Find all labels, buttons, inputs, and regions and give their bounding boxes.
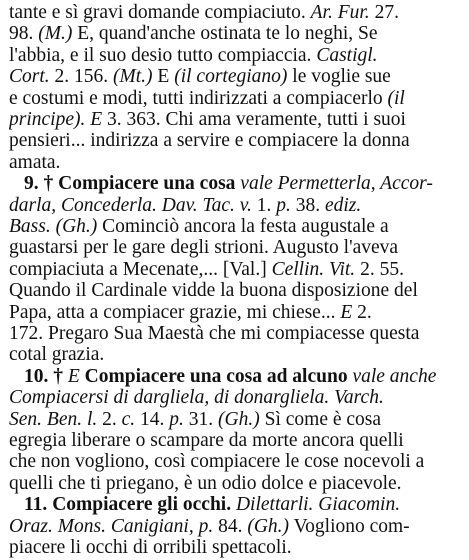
text-line (9, 322, 460, 346)
text-run: le voglie sue (287, 66, 391, 88)
text-run: l'abbia, e il suo desio tutto compiaccia. (9, 44, 317, 66)
italic-text: vale anche (347, 365, 437, 387)
text-line (9, 450, 460, 474)
text-run: compiaciuta a Mecenate,... [Val.] (9, 258, 272, 280)
italic-text: E (67, 365, 80, 387)
text-run: guastarsi per le gare degli strioni. Augusto l'aveva (9, 237, 399, 259)
text-run: tante e sì gravi domande compiaciuto. (9, 2, 311, 23)
text-line (9, 429, 460, 453)
italic-text: (Gh.) (218, 408, 260, 430)
text-run: egregia liberare o scampare da morte ancora quelli (9, 430, 404, 451)
text-run: piacere li occhi di orribili spettacoli. (9, 537, 292, 558)
italic-text: (il cortegiano) (174, 66, 288, 88)
italic-text: Dav. Tac. v. (161, 194, 252, 216)
italic-text: Varch. (334, 387, 384, 409)
italic-text: E (90, 109, 103, 130)
italic-text: E (340, 301, 353, 323)
text-line (9, 151, 460, 175)
text-line (9, 87, 460, 111)
text-run: pensieri... indirizza a servire e compiacere la donna (9, 130, 410, 152)
entry-number: 11. (24, 494, 53, 516)
text-run: Cominciò ancora la festa augustale a (97, 216, 389, 237)
text-run: 31. (183, 408, 219, 430)
text-line (9, 536, 460, 560)
italic-text: ediz. (324, 194, 362, 216)
italic-text: Sen. Ben. l. (9, 408, 98, 430)
italic-text: Cort. (9, 66, 50, 88)
text-run: che non vogliono, così compiacere le cose nocevoli a (9, 451, 425, 473)
section-10-heading-line (24, 365, 460, 389)
italic-text: (M.) (38, 23, 73, 45)
text-line (9, 108, 460, 132)
text-run: 1. (251, 194, 277, 216)
italic-text: p. (276, 194, 291, 216)
text-run: E (152, 66, 175, 88)
italic-text: Dilettarli. (235, 494, 314, 516)
text-line (9, 386, 460, 410)
text-line (9, 279, 460, 303)
text-run: 3. 363. Chi ama veramente, tutti i suoi (102, 109, 406, 130)
text-run: 2. 55. (355, 258, 404, 280)
italic-text: darla, Concederla. (9, 194, 157, 216)
text-run: Vogliono com- (289, 515, 410, 537)
entry-phrase: Compiacere gli occhi. (52, 494, 232, 516)
text-run: 98. (9, 23, 39, 45)
entry-number: 9. † (24, 173, 59, 195)
text-run: , Se (348, 23, 378, 45)
text-line (9, 236, 460, 260)
text-line (9, 408, 460, 432)
entry-phrase: Compiacere una cosa ad alcuno (84, 365, 348, 387)
text-run: 27. (369, 2, 399, 23)
section-11-heading-line (24, 493, 460, 517)
italic-text: Giacomin. (318, 494, 401, 516)
text-line (9, 301, 460, 325)
italic-text: (il (387, 87, 405, 109)
italic-text: (Gh.) (55, 216, 98, 237)
text-run: 14. (135, 408, 170, 430)
italic-text: vale Permetterla, Accor- (235, 173, 433, 195)
text-run: 172. Pregaro Sua Maestà che mi compiacesse questa (9, 323, 420, 344)
italic-text: Oraz. Mons. Canigiani, p. (9, 515, 214, 537)
italic-text: Cellin. Vit. (271, 258, 356, 280)
text-run: 2. 156. (49, 66, 114, 88)
text-run: 2. (97, 408, 122, 430)
text-line (9, 515, 460, 539)
text-run: Quando il Cardinale vidde la buona disposizione del (9, 280, 418, 302)
italic-text: Bass. (9, 216, 51, 237)
section-9-heading-line (24, 172, 460, 196)
italic-text: principe). (9, 109, 86, 130)
text-line (9, 472, 460, 496)
text-run: 38. (290, 194, 325, 216)
entry-number: 10. † (24, 365, 68, 387)
text-run: amata. (9, 151, 61, 173)
text-line (9, 22, 460, 46)
italic-text: (Gh.) (247, 515, 290, 537)
entry-phrase: Compiacere una cosa (58, 173, 236, 195)
text-line (9, 129, 460, 153)
text-run: i (342, 23, 349, 45)
text-run: cotal grazia. (9, 344, 105, 366)
text-run: 84. (213, 515, 248, 537)
text-line (9, 258, 460, 282)
text-line (9, 44, 460, 68)
text-line (9, 215, 460, 239)
text-run: quelli che ti priegano, è un odio dolce e piacevole. (9, 472, 402, 494)
italic-text: p. (169, 408, 184, 430)
text-run: 2. (352, 301, 372, 323)
italic-text: (Mt.) (113, 66, 153, 88)
italic-text: Ar. Fur. (310, 2, 370, 23)
text-line (9, 65, 460, 89)
text-run: Sì come è cosa (259, 408, 382, 430)
italic-text: Compiacersi di dargliela, di donargliela. (9, 387, 330, 409)
text-run: e costumi e modi, tutti indirizzati a compiacerlo (9, 87, 388, 109)
text-line (9, 343, 460, 367)
text-run: E, quand'anche ostinata te lo negh (72, 23, 343, 45)
text-line (9, 194, 460, 218)
italic-text: Castigl. (316, 44, 378, 66)
text-line (9, 1, 460, 25)
italic-text: c. (121, 408, 136, 430)
text-run: Papa, atta a compiacer grazie, mi chiese... (9, 301, 341, 323)
